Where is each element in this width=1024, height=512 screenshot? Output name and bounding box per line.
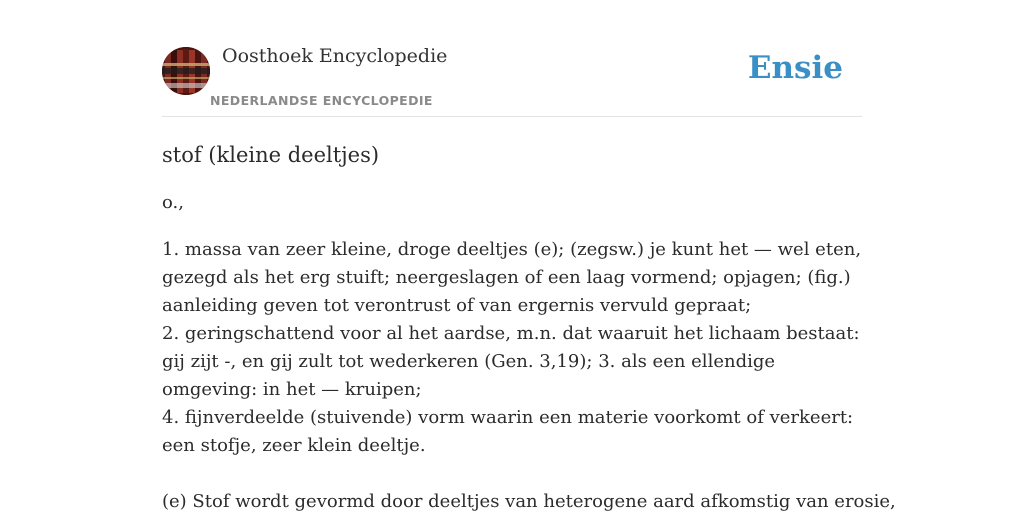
encyclopedia-note: (e) Stof wordt gevormd door deeltjes van heterogene aard afkomstig van erosie, [162,491,896,512]
entry-content [162,140,896,512]
definition-item: 2. geringschattend voor al het aardse, m.n. dat waaruit het lichaam bestaat: gij zijt -, en gij zult tot wederkeren (Gen. 3,19); 3. als een ellendige omgeving: in het — kruipen; [162,323,860,400]
grammar-label: o., [162,192,184,213]
site-header [162,0,862,117]
site-name-link[interactable]: Oosthoek Encyclopedie [222,45,448,67]
entry-title: stof (kleine deeltjes) [162,143,380,167]
ensie-logo[interactable]: Ensie [747,50,843,86]
definition-item: 1. massa van zeer kleine, droge deeltjes (e); (zegsw.) je kunt het — wel eten, gezegd als het erg stuift; neergeslagen of een laag vormend; opjagen; (fig.) aanleiding geven tot verontrust of van ergernis vervuld gepraat; [162,239,862,316]
definition-item: 4. fijnverdeelde (stuivende) vorm waarin een materie voorkomt of verkeert: een stofje, zeer klein deeltje. [162,407,854,456]
definition-body [162,236,862,460]
site-tagline: NEDERLANDSE ENCYCLOPEDIE [210,93,433,108]
encyclopedia-books-icon[interactable] [162,47,210,95]
